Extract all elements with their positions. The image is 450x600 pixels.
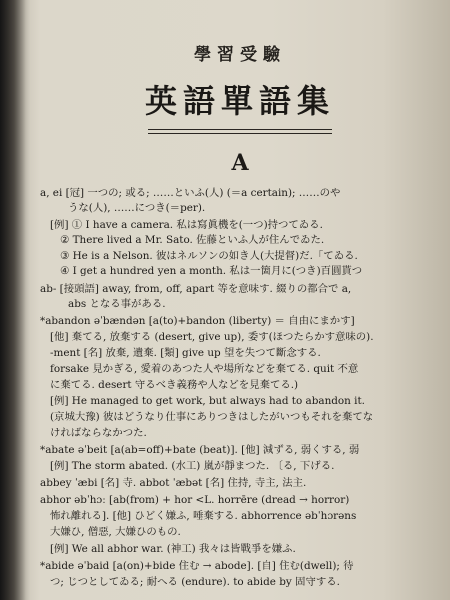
example-line: [例] He managed to get work, but always had to abandon it. xyxy=(50,395,365,407)
entry-line: 大嫌ひ, 僧惡, 大嫌ひのもの. xyxy=(50,526,181,538)
title-rule-top xyxy=(148,129,332,130)
page-subtitle: 學習受驗 xyxy=(194,45,286,65)
entry-line: 怖れ離れる]. [他] ひどく嫌ふ, 唾棄する. abhorrence əbˈhɔrəns xyxy=(50,510,357,522)
example-line: [例] The storm abated. (水工) 嵐が靜まつた. 〔る, 下げる. xyxy=(50,460,335,472)
page-title: 英語單語集 xyxy=(144,82,335,120)
title-rule-bottom xyxy=(148,133,332,134)
entry-headword-line: *abate əˈbeit [a(ab=off)+bate (beat)]. [他] 減ずる, 弱くする, 弱 xyxy=(40,444,360,456)
entry-line: forsake 見かぎる, 愛着のあつた人や場所などを棄てる. quit 不意 xyxy=(50,363,359,375)
entry-line: に棄てる. desert 守るべき義務や人などを見棄てる.) xyxy=(50,379,299,391)
section-letter: A xyxy=(231,150,249,176)
example-line: (京城大豫) 彼はどうなり仕事にありつきはしたがいつもそれを棄てな xyxy=(50,411,374,423)
example-line: [例] ① I have a camera. 私は寫眞機を(一つ)持つてゐる. xyxy=(50,219,323,231)
example-line: ② There lived a Mr. Sato. 佐藤といふ人が住んでゐた. xyxy=(60,234,325,246)
example-line: [例] We all abhor war. (神工) 我々は皆戰爭を嫌ふ. xyxy=(50,543,296,555)
dictionary-page xyxy=(40,0,445,600)
entry-line: うな(人), ……につき(＝per). xyxy=(68,202,206,214)
entry-line: [他] 棄てる, 放棄する (desert, give up), 委す(ほつたらかす意味の). xyxy=(50,331,374,343)
entry-line: ab- [接頭語] away, from, off, apart 等を意味す. 綴りの都合で a, xyxy=(40,283,352,295)
book-spine-shadow xyxy=(0,0,30,600)
entry-line: abs となる事がある. xyxy=(68,298,166,310)
example-line: ければならなかつた. xyxy=(50,427,147,439)
entry-headword-line: abbey ˈæbi [名] 寺. abbot ˈæbət [名] 住持, 寺主, 法主. xyxy=(40,477,307,489)
entry-line: a, ei [冠] 一つの; 或る; ……といふ(人) (＝a certain); ……のや xyxy=(40,187,341,199)
entry-headword-line: *abide əˈbaid [a(on)+bide 住む → abode]. [自] 住む(dwell); 待 xyxy=(40,560,354,572)
entry-line: -ment [名] 放棄, 遺棄. [類] give up 望を失つて斷念する. xyxy=(50,347,321,359)
example-line: ④ I get a hundred yen a month. 私は一箇月に(つき)百圓貰つ xyxy=(60,265,363,277)
entry-line: つ; じつとしてゐる; 耐へる (endure). to abide by 固守する. xyxy=(50,576,340,588)
example-line: ③ He is a Nelson. 彼はネルソンの如き人(大提督)だ.「てゐる. xyxy=(60,250,358,262)
entry-headword-line: abhor əbˈhɔː [ab(from) + hor <L. horrēre (dread → horror) xyxy=(40,494,350,506)
entry-headword-line: *abandon əˈbændən [a(to)+bandon (liberty) ＝ 自由にまかす] xyxy=(40,315,355,327)
